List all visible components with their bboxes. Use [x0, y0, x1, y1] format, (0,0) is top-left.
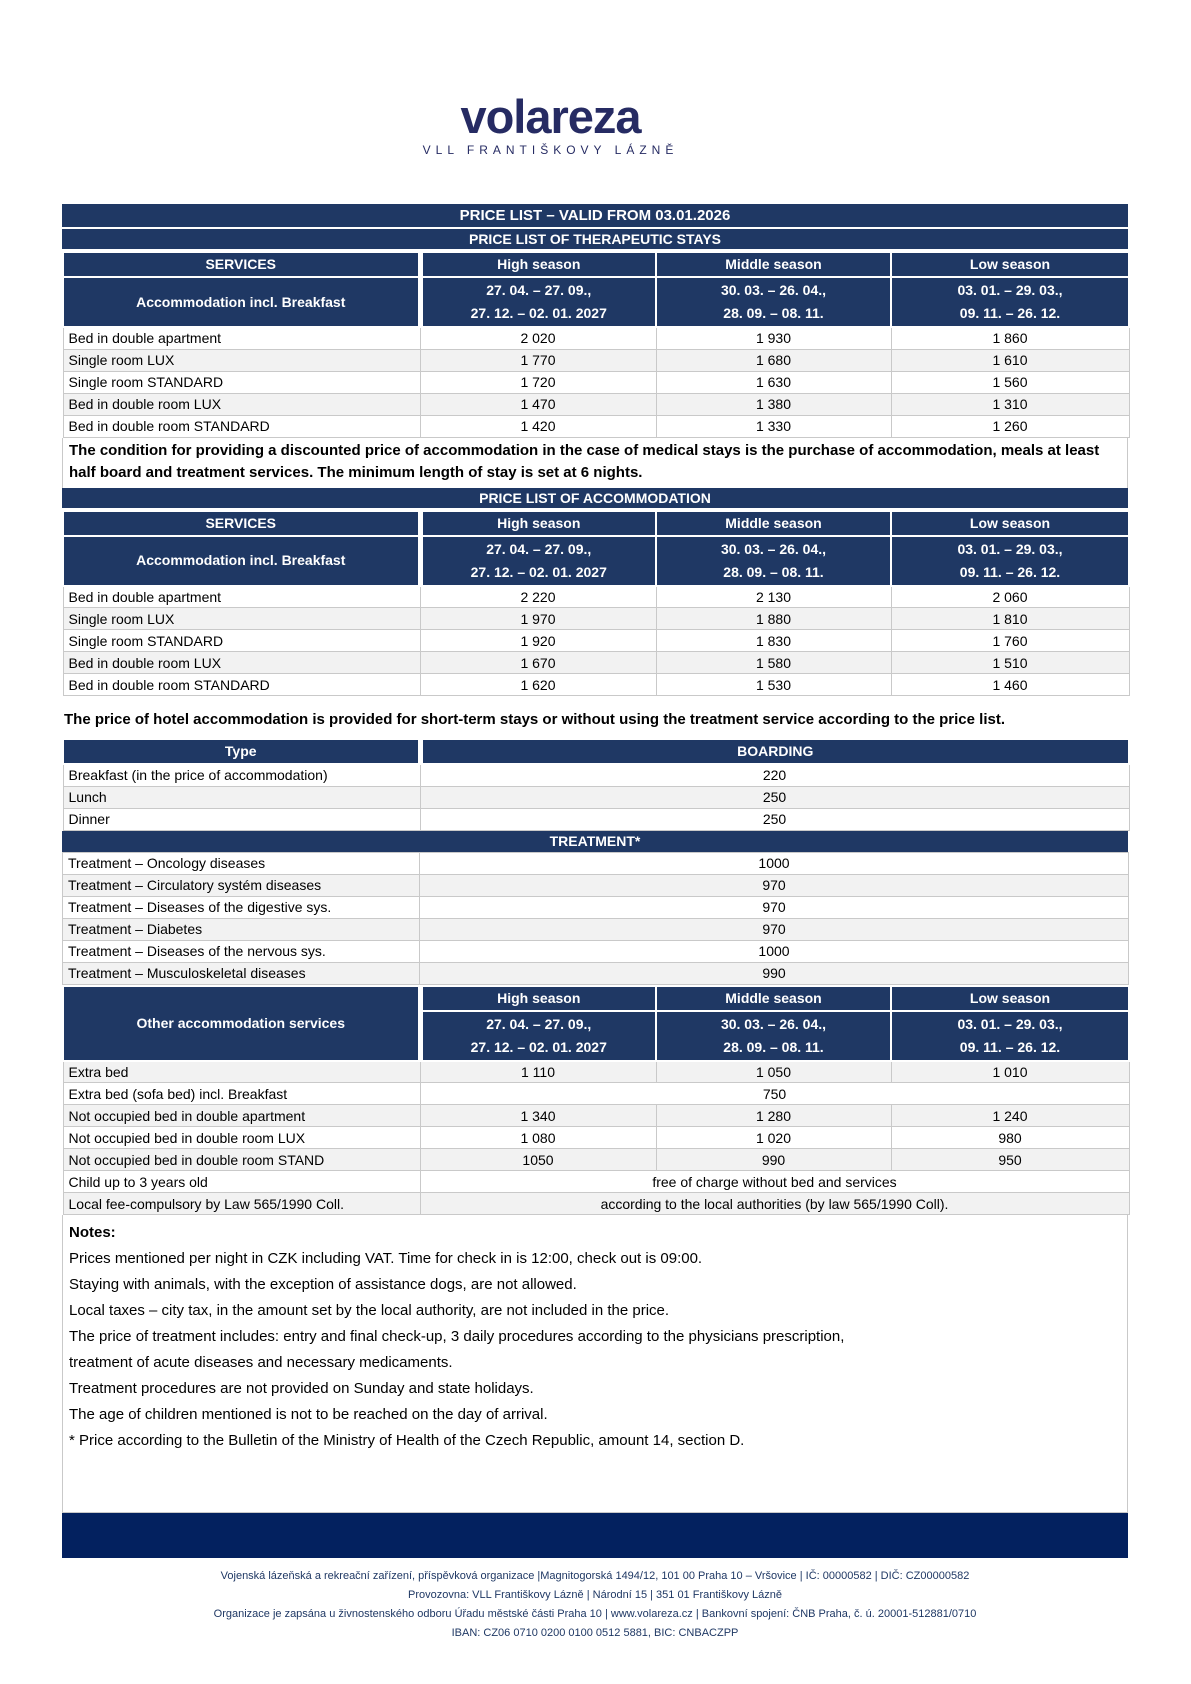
- price-cell: 990: [420, 962, 1129, 984]
- service-cell: Bed in double apartment: [63, 327, 420, 349]
- table-row: [63, 786, 1129, 808]
- price-cell-high: 1 340: [420, 1105, 656, 1127]
- price-cell-low: 1 310: [891, 393, 1129, 415]
- table-row: [63, 1105, 1129, 1127]
- price-cell-high: 1 420: [420, 415, 656, 437]
- service-cell: Treatment – Musculoskeletal diseases: [63, 962, 420, 984]
- price-cell-low: 1 010: [891, 1061, 1129, 1083]
- table-row: [63, 962, 1129, 984]
- logo: [0, 0, 1146, 157]
- note-line: The age of children mentioned is not to be reached on the day of arrival.: [69, 1406, 548, 1423]
- note-line: The price of treatment includes: entry and final check-up, 3 daily procedures according to the physicians prescription,: [69, 1328, 845, 1345]
- table-row: [63, 1149, 1129, 1171]
- treatment-table: [62, 852, 1129, 985]
- service-cell: Treatment – Circulatory systém diseases: [63, 874, 420, 896]
- price-cell: free of charge without bed and services: [420, 1171, 1129, 1193]
- price-cell-middle: 1 630: [656, 371, 891, 393]
- price-cell-middle: 1 050: [656, 1061, 891, 1083]
- services-header: SERVICES: [63, 511, 420, 536]
- low-season-header: Low season: [891, 511, 1129, 536]
- price-cell-low: 1 610: [891, 349, 1129, 371]
- price-cell-high: 1050: [420, 1149, 656, 1171]
- service-cell: Treatment – Oncology diseases: [63, 852, 420, 874]
- service-cell: Bed in double room STANDARD: [63, 415, 420, 437]
- note-line: treatment of acute diseases and necessary medicaments.: [69, 1354, 453, 1371]
- high-season-header: High season: [420, 511, 656, 536]
- note-line: Treatment procedures are not provided on Sunday and state holidays.: [69, 1380, 534, 1397]
- price-cell-high: 1 970: [420, 608, 656, 630]
- footer-line: Vojenská lázeňská a rekreační zařízení, příspěvková organizace |Magnitogorská 1494/12, 101 00 Praha 10 – Vršovice | IČ: 00000582 | DIČ: CZ00000582: [220, 1570, 970, 1582]
- content: [62, 204, 1128, 1643]
- high-season-dates: 27. 04. – 27. 09., 27. 12. – 02. 01. 2027: [420, 1011, 656, 1061]
- table-row: [63, 808, 1129, 830]
- service-cell: Bed in double apartment: [63, 586, 420, 608]
- price-cell: 250: [420, 786, 1129, 808]
- table-row: [63, 586, 1129, 608]
- high-season-dates: 27. 04. – 27. 09., 27. 12. – 02. 01. 2027: [420, 277, 656, 327]
- middle-season-dates: 30. 03. – 26. 04., 28. 09. – 08. 11.: [656, 1011, 891, 1061]
- other-services-header: Other accommodation services: [63, 986, 420, 1061]
- table-row: [63, 1171, 1129, 1193]
- table-row: [63, 896, 1129, 918]
- footer-accent-bar: [62, 1513, 1128, 1558]
- table-row: [63, 652, 1129, 674]
- low-season-header: Low season: [891, 252, 1129, 277]
- service-cell: Bed in double room LUX: [63, 393, 420, 415]
- price-cell-middle: 1 020: [656, 1127, 891, 1149]
- price-cell-high: 2 220: [420, 586, 656, 608]
- high-season-header: High season: [420, 986, 656, 1011]
- footer-line: Organizace je zapsána u živnostenského odboru Úřadu městské části Praha 10 | www.volareza.cz | Bankovní spojení: ČNB Praha, č. ú. 20001-512881/0710: [213, 1608, 977, 1620]
- service-cell: Treatment – Diseases of the nervous sys.: [63, 940, 420, 962]
- logo-subtitle: VLL FRANTIŠKOVY LÁZNĚ: [422, 143, 679, 157]
- logo-wordmark: volareza: [460, 90, 641, 143]
- price-cell: 250: [420, 808, 1129, 830]
- table-row: [63, 371, 1129, 393]
- therapeutic-table: [62, 251, 1130, 438]
- price-cell-high: 1 720: [420, 371, 656, 393]
- price-cell-high: 1 470: [420, 393, 656, 415]
- type-header: Type: [63, 739, 420, 764]
- low-season-header: Low season: [891, 986, 1129, 1011]
- price-cell-middle: 1 930: [656, 327, 891, 349]
- treatment-header-bar: TREATMENT*: [62, 831, 1128, 852]
- service-cell: Not occupied bed in double room LUX: [63, 1127, 420, 1149]
- footer: [62, 1567, 1128, 1643]
- note-line: Staying with animals, with the exception of assistance dogs, are not allowed.: [69, 1276, 577, 1293]
- service-cell: Extra bed: [63, 1061, 420, 1083]
- price-cell: 220: [420, 764, 1129, 786]
- price-cell-low: 1 810: [891, 608, 1129, 630]
- service-cell: Treatment – Diseases of the digestive sys.: [63, 896, 420, 918]
- middle-season-header: Middle season: [656, 252, 891, 277]
- service-cell: Local fee-compulsory by Law 565/1990 Coll.: [63, 1193, 420, 1215]
- price-cell: 970: [420, 918, 1129, 940]
- table-row: [63, 764, 1129, 786]
- low-season-dates: 03. 01. – 29. 03., 09. 11. – 26. 12.: [891, 277, 1129, 327]
- price-cell-high: 1 920: [420, 630, 656, 652]
- service-cell: Bed in double room LUX: [63, 652, 420, 674]
- note-line: Prices mentioned per night in CZK including VAT. Time for check in is 12:00, check out is 09:00.: [69, 1250, 703, 1267]
- title-bar: PRICE LIST – VALID FROM 03.01.2026: [62, 204, 1128, 227]
- therapeutic-title-bar: PRICE LIST OF THERAPEUTIC STAYS: [62, 229, 1128, 249]
- price-cell-high: 1 620: [420, 674, 656, 696]
- boarding-table: [62, 738, 1130, 831]
- price-cell-low: 1 760: [891, 630, 1129, 652]
- services-header: SERVICES: [63, 252, 420, 277]
- price-cell-low: 1 240: [891, 1105, 1129, 1127]
- boarding-header: BOARDING: [420, 739, 1129, 764]
- price-cell-middle: 1 330: [656, 415, 891, 437]
- notes-title: Notes:: [69, 1224, 116, 1241]
- price-cell-middle: 990: [656, 1149, 891, 1171]
- table-row: [63, 415, 1129, 437]
- service-cell: Treatment – Diabetes: [63, 918, 420, 940]
- table-row: [63, 1193, 1129, 1215]
- middle-season-dates: 30. 03. – 26. 04., 28. 09. – 08. 11.: [656, 277, 891, 327]
- other-services-table: [62, 985, 1130, 1216]
- table-row: [63, 674, 1129, 696]
- notes-section: [62, 1215, 1128, 1513]
- table-row: [63, 874, 1129, 896]
- service-cell: Single room LUX: [63, 349, 420, 371]
- accommodation-table: [62, 510, 1130, 697]
- price-cell-low: 1 260: [891, 415, 1129, 437]
- price-cell-low: 1 460: [891, 674, 1129, 696]
- price-cell-middle: 1 530: [656, 674, 891, 696]
- note-line: * Price according to the Bulletin of the Ministry of Health of the Czech Republic, amount 14, section D.: [69, 1432, 745, 1449]
- price-cell: 750: [420, 1083, 1129, 1105]
- price-cell-high: 2 020: [420, 327, 656, 349]
- price-cell-middle: 1 830: [656, 630, 891, 652]
- price-cell-low: 980: [891, 1127, 1129, 1149]
- price-cell-high: 1 110: [420, 1061, 656, 1083]
- price-cell-high: 1 770: [420, 349, 656, 371]
- price-cell-low: 1 510: [891, 652, 1129, 674]
- service-cell: Dinner: [63, 808, 420, 830]
- price-cell: 970: [420, 896, 1129, 918]
- price-cell-low: 1 560: [891, 371, 1129, 393]
- accommodation-breakfast-subheader: Accommodation incl. Breakfast: [63, 277, 420, 327]
- price-cell-middle: 1 680: [656, 349, 891, 371]
- note-line: Local taxes – city tax, in the amount set by the local authority, are not included in the price.: [69, 1302, 670, 1319]
- price-cell-middle: 2 130: [656, 586, 891, 608]
- service-cell: Single room LUX: [63, 608, 420, 630]
- price-cell-low: 1 860: [891, 327, 1129, 349]
- price-cell: 1000: [420, 940, 1129, 962]
- low-season-dates: 03. 01. – 29. 03., 09. 11. – 26. 12.: [891, 536, 1129, 586]
- table-row: [63, 1061, 1129, 1083]
- table-row: [63, 608, 1129, 630]
- table-row: [63, 349, 1129, 371]
- service-cell: Extra bed (sofa bed) incl. Breakfast: [63, 1083, 420, 1105]
- table-row: [63, 940, 1129, 962]
- price-cell-high: 1 670: [420, 652, 656, 674]
- accommodation-title-bar: PRICE LIST OF ACCOMMODATION: [62, 488, 1128, 508]
- footer-line: Provozovna: VLL Františkovy Lázně | Národní 15 | 351 01 Františkovy Lázně: [407, 1589, 782, 1601]
- price-cell-middle: 1 280: [656, 1105, 891, 1127]
- low-season-dates: 03. 01. – 29. 03., 09. 11. – 26. 12.: [891, 1011, 1129, 1061]
- high-season-header: High season: [420, 252, 656, 277]
- service-cell: Child up to 3 years old: [63, 1171, 420, 1193]
- service-cell: Breakfast (in the price of accommodation): [63, 764, 420, 786]
- price-cell-high: 1 080: [420, 1127, 656, 1149]
- middle-season-header: Middle season: [656, 986, 891, 1011]
- table-row: [63, 852, 1129, 874]
- accommodation-breakfast-subheader: Accommodation incl. Breakfast: [63, 536, 420, 586]
- price-cell-middle: 1 380: [656, 393, 891, 415]
- service-cell: Not occupied bed in double apartment: [63, 1105, 420, 1127]
- table-row: [63, 1083, 1129, 1105]
- table-row: [63, 630, 1129, 652]
- table-row: [63, 393, 1129, 415]
- price-cell: according to the local authorities (by law 565/1990 Coll).: [420, 1193, 1129, 1215]
- service-cell: Single room STANDARD: [63, 371, 420, 393]
- middle-season-dates: 30. 03. – 26. 04., 28. 09. – 08. 11.: [656, 536, 891, 586]
- price-cell: 970: [420, 874, 1129, 896]
- footer-line: IBAN: CZ06 0710 0200 0100 0512 5881, BIC: CNBACZPP: [451, 1627, 739, 1639]
- service-cell: Single room STANDARD: [63, 630, 420, 652]
- service-cell: Not occupied bed in double room STAND: [63, 1149, 420, 1171]
- table-row: [63, 1127, 1129, 1149]
- middle-season-header: Middle season: [656, 511, 891, 536]
- price-cell-low: 2 060: [891, 586, 1129, 608]
- therapeutic-note: The condition for providing a discounted price of accommodation in the case of medical stays is the purchase of accommodation, meals at least half board and treatment services. The minimum length of stay is set at 6 nights.: [62, 438, 1128, 488]
- price-cell-middle: 1 880: [656, 608, 891, 630]
- price-cell-middle: 1 580: [656, 652, 891, 674]
- high-season-dates: 27. 04. – 27. 09., 27. 12. – 02. 01. 2027: [420, 536, 656, 586]
- service-cell: Lunch: [63, 786, 420, 808]
- accommodation-note: The price of hotel accommodation is provided for short-term stays or without using the treatment service according to the price list.: [64, 711, 1006, 728]
- price-cell-low: 950: [891, 1149, 1129, 1171]
- price-cell: 1000: [420, 852, 1129, 874]
- table-row: [63, 327, 1129, 349]
- table-row: [63, 918, 1129, 940]
- service-cell: Bed in double room STANDARD: [63, 674, 420, 696]
